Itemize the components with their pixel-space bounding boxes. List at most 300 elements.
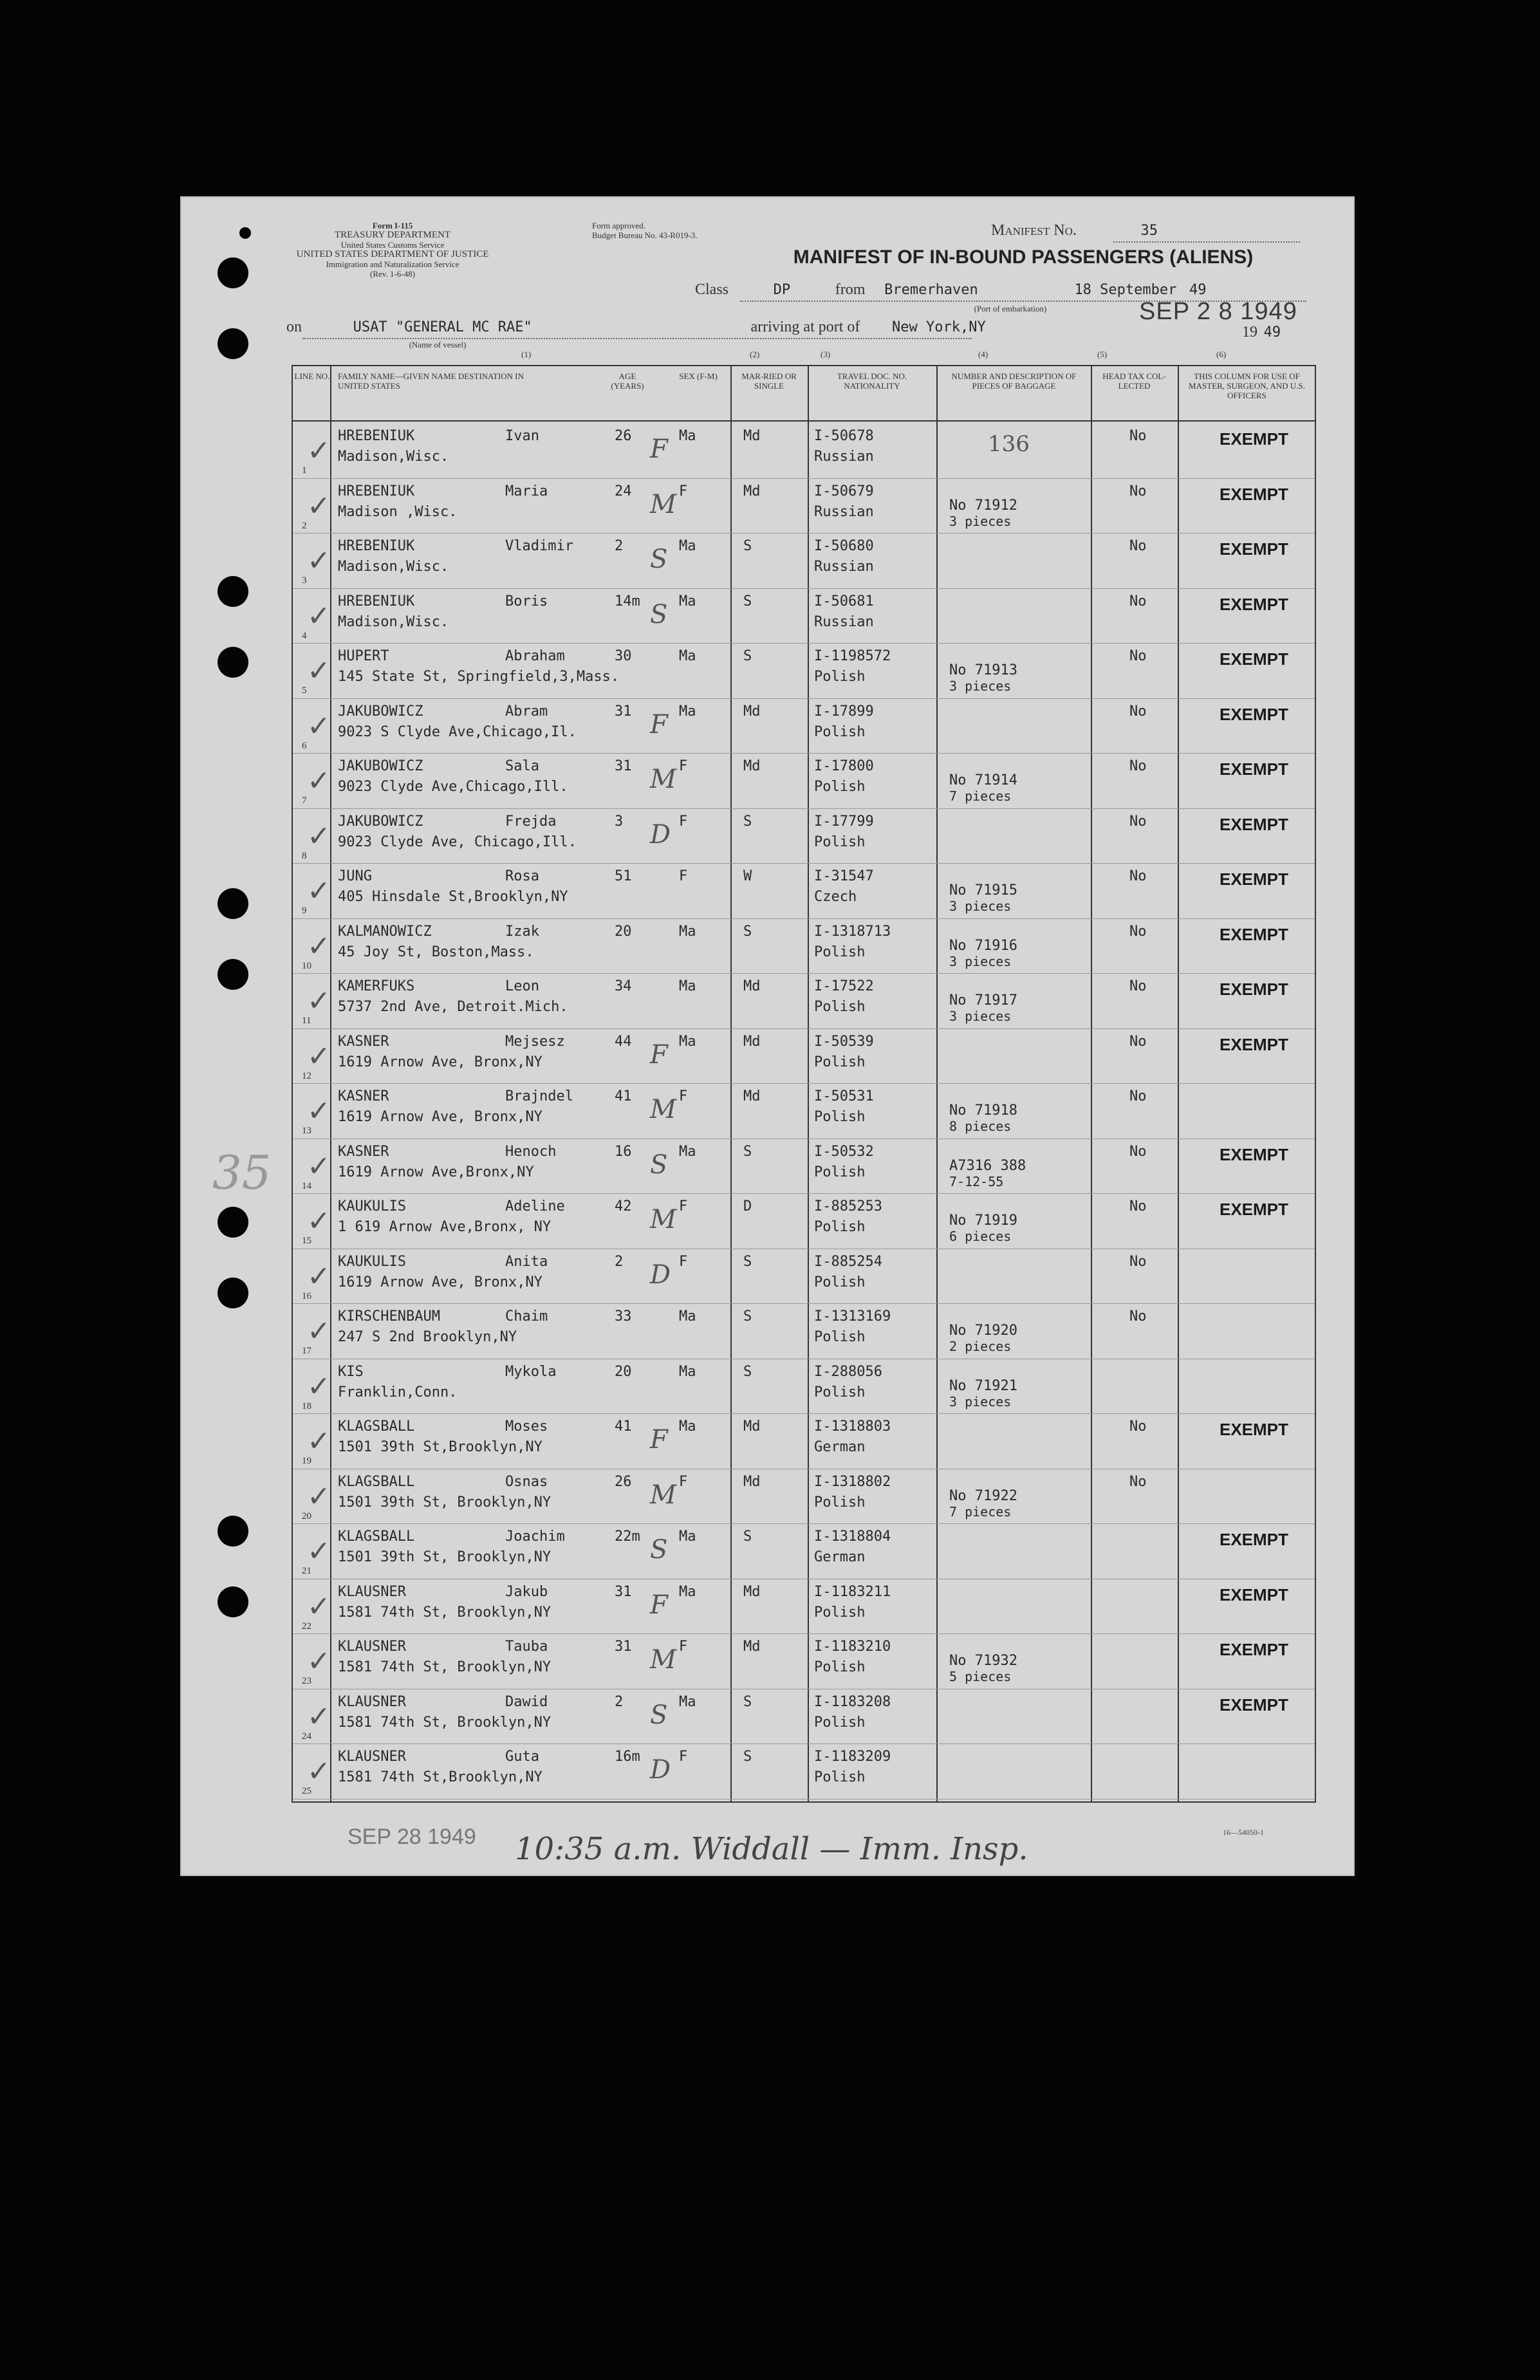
table-row xyxy=(293,588,1315,644)
sex: Ma xyxy=(679,648,696,664)
destination: 1581 74th St, Brooklyn,NY xyxy=(338,1604,552,1621)
marital-status: S xyxy=(743,1308,752,1325)
manifest-no-label: Manifest No. xyxy=(991,222,1077,239)
marital-status: Md xyxy=(743,1418,761,1435)
family-name: HREBENIUK xyxy=(338,593,415,609)
ins-service: Immigration and Naturalization Service xyxy=(326,259,459,269)
nationality: Polish xyxy=(814,1659,866,1675)
baggage-no: No 71932 xyxy=(949,1653,1017,1669)
baggage-no: No 71913 xyxy=(949,662,1017,678)
arriving-label: arriving at port of xyxy=(750,319,860,335)
given-name: Mejsesz xyxy=(505,1033,565,1050)
destination: 1581 74th St, Brooklyn,NY xyxy=(338,1714,552,1731)
sex: F xyxy=(679,868,688,884)
manifest-page xyxy=(180,196,1355,1876)
handwritten-mark: M xyxy=(650,1205,676,1234)
travel-doc-no: I-885254 xyxy=(814,1253,882,1270)
head-tax: No xyxy=(1129,538,1147,554)
handwritten-mark: S xyxy=(650,1149,668,1180)
marital-status: S xyxy=(743,1529,752,1545)
line-number: 25 xyxy=(302,1786,311,1796)
nationality: Polish xyxy=(814,1494,866,1511)
treasury-dept: TREASURY DEPARTMENT xyxy=(334,230,451,240)
handwritten-mark: F xyxy=(650,1590,668,1620)
form-approval xyxy=(592,221,772,240)
form-number: Form I-115 xyxy=(372,221,413,230)
head-tax: No xyxy=(1129,703,1147,720)
officer-note: EXEMPT xyxy=(1220,980,1288,999)
family-name: KASNER xyxy=(338,1143,389,1160)
head-tax: No xyxy=(1129,1253,1147,1270)
check-mark-icon: ✓ xyxy=(307,765,331,797)
handwritten-mark: S xyxy=(650,1700,668,1730)
nationality: Polish xyxy=(814,1384,866,1400)
check-mark-icon: ✓ xyxy=(307,1480,331,1513)
family-name: KLAGSBALL xyxy=(338,1529,415,1545)
nationality: Polish xyxy=(814,833,866,850)
line-number: 12 xyxy=(302,1070,311,1081)
sex: F xyxy=(679,1088,688,1104)
destination: 1581 74th St, Brooklyn,NY xyxy=(338,1659,552,1675)
punch-hole xyxy=(218,1278,248,1308)
check-mark-icon: ✓ xyxy=(307,489,331,523)
officer-note: EXEMPT xyxy=(1220,759,1288,779)
given-name: Dawid xyxy=(505,1693,548,1710)
age: 30 xyxy=(615,648,632,664)
check-mark-icon: ✓ xyxy=(307,1370,331,1403)
age: 16m xyxy=(615,1749,640,1765)
family-name: KAMERFUKS xyxy=(338,978,415,994)
marital-status: Md xyxy=(743,483,761,499)
line-number: 24 xyxy=(302,1731,311,1742)
given-name: Sala xyxy=(505,758,539,774)
check-mark-icon: ✓ xyxy=(307,1039,331,1073)
baggage-extra-number: 136 xyxy=(988,431,1030,457)
travel-doc-no: I-1198572 xyxy=(814,648,891,664)
given-name: Izak xyxy=(505,923,539,940)
age: 31 xyxy=(615,1639,632,1655)
check-mark-icon: ✓ xyxy=(307,875,331,907)
destination: Madison,Wisc. xyxy=(338,449,449,465)
baggage-pieces: 7-12-55 xyxy=(949,1173,1004,1189)
age: 16 xyxy=(615,1143,632,1160)
col-num-2: (2) xyxy=(750,349,760,359)
check-mark-icon: ✓ xyxy=(307,1535,331,1568)
nationality: German xyxy=(814,1549,866,1565)
handwritten-mark: D xyxy=(650,819,671,850)
head-tax: No xyxy=(1129,923,1147,940)
line-number: 23 xyxy=(302,1676,311,1686)
family-name: KASNER xyxy=(338,1088,389,1104)
line-number: 20 xyxy=(302,1511,311,1521)
family-name: KLAUSNER xyxy=(338,1693,406,1710)
form-approved: Form approved. xyxy=(592,221,646,230)
destination: 1 619 Arnow Ave,Bronx, NY xyxy=(338,1219,552,1235)
sex: Ma xyxy=(679,1529,696,1545)
family-name: KLAUSNER xyxy=(338,1583,406,1600)
table-row xyxy=(293,863,1315,919)
line-number: 16 xyxy=(302,1290,311,1301)
officer-note: EXEMPT xyxy=(1220,429,1288,449)
travel-doc-no: I-1313169 xyxy=(814,1308,891,1325)
family-name: KLAGSBALL xyxy=(338,1473,415,1490)
table-row xyxy=(293,478,1315,534)
nationality: German xyxy=(814,1439,866,1455)
officer-note: EXEMPT xyxy=(1220,1585,1288,1604)
table-row xyxy=(293,1193,1315,1249)
given-name: Adeline xyxy=(505,1198,565,1214)
sex: F xyxy=(679,1749,688,1765)
check-mark-icon: ✓ xyxy=(307,819,331,853)
nationality: Polish xyxy=(814,944,866,960)
destination: 247 S 2nd Brooklyn,NY xyxy=(338,1329,517,1345)
given-name: Abraham xyxy=(505,648,565,664)
given-name: Brajndel xyxy=(505,1088,573,1104)
given-name: Guta xyxy=(505,1749,539,1765)
sex: Ma xyxy=(679,1363,696,1380)
age: 31 xyxy=(615,1583,632,1600)
footer-date-stamp: SEP 28 1949 xyxy=(348,1825,476,1849)
marital-status: S xyxy=(743,813,752,830)
inspector-signature: 10:35 a.m. Widdall — Imm. Insp. xyxy=(515,1831,1028,1867)
sex: Ma xyxy=(679,1583,696,1600)
age: 31 xyxy=(615,703,632,720)
line-number: 1 xyxy=(302,465,307,476)
marital-status: W xyxy=(743,868,752,884)
baggage-pieces: 3 pieces xyxy=(949,898,1012,914)
col-num-3: (3) xyxy=(821,349,831,359)
punch-hole xyxy=(218,1516,248,1547)
handwritten-mark: M xyxy=(650,765,676,794)
handwritten-mark: F xyxy=(650,1425,668,1455)
destination: 9023 Clyde Ave, Chicago,Ill. xyxy=(338,833,577,850)
nationality: Polish xyxy=(814,779,866,795)
handwritten-mark: M xyxy=(650,1095,676,1124)
destination: 1619 Arnow Ave,Bronx,NY xyxy=(338,1164,534,1180)
age: 2 xyxy=(615,538,624,554)
nationality: Polish xyxy=(814,723,866,740)
arrival-date-stamp: SEP 2 8 1949 xyxy=(1139,298,1297,325)
handwritten-mark: M xyxy=(650,1645,676,1675)
head-tax: No xyxy=(1129,593,1147,609)
marital-status: Md xyxy=(743,1033,761,1050)
check-mark-icon: ✓ xyxy=(307,709,331,743)
port-caption: (Port of embarkation) xyxy=(974,304,1047,313)
given-name: Henoch xyxy=(505,1143,557,1160)
age: 2 xyxy=(615,1693,624,1710)
line-number: 4 xyxy=(302,630,307,641)
destination: 145 State St, Springfield,3,Mass. xyxy=(338,669,620,685)
destination: 1501 39th St,Brooklyn,NY xyxy=(338,1439,543,1455)
age: 33 xyxy=(615,1308,632,1325)
check-mark-icon: ✓ xyxy=(307,1425,331,1458)
col-header-tax: HEAD TAX COL-LECTED xyxy=(1102,371,1166,391)
sex: Ma xyxy=(679,1143,696,1160)
line-number: 8 xyxy=(302,850,307,861)
family-name: KIRSCHENBAUM xyxy=(338,1308,440,1325)
baggage-no: No 71916 xyxy=(949,937,1017,954)
sex: Ma xyxy=(679,978,696,994)
head-tax: No xyxy=(1129,978,1147,994)
age: 22m xyxy=(615,1529,640,1545)
nationality: Polish xyxy=(814,1714,866,1731)
marital-status: Md xyxy=(743,1583,761,1600)
line-number: 6 xyxy=(302,740,307,751)
punch-hole xyxy=(218,1207,248,1238)
age: 41 xyxy=(615,1088,632,1104)
destination: 1581 74th St,Brooklyn,NY xyxy=(338,1769,543,1785)
justice-dept: UNITED STATES DEPARTMENT OF JUSTICE xyxy=(296,249,489,259)
baggage-no: No 71922 xyxy=(949,1487,1017,1504)
check-mark-icon: ✓ xyxy=(307,544,331,577)
marital-status: S xyxy=(743,648,752,664)
nationality: Russian xyxy=(814,613,874,630)
travel-doc-no: I-50681 xyxy=(814,593,874,609)
table-row xyxy=(293,1083,1315,1139)
class-line xyxy=(695,281,1313,299)
check-mark-icon: ✓ xyxy=(307,1095,331,1128)
family-name: KLAUSNER xyxy=(338,1749,406,1765)
check-mark-icon: ✓ xyxy=(307,1149,331,1183)
baggage-no: A7316 388 xyxy=(949,1157,1026,1174)
family-name: HUPERT xyxy=(338,648,389,664)
baggage-no: No 71918 xyxy=(949,1102,1017,1119)
col-header-travel: TRAVEL DOC. NO. NATIONALITY xyxy=(837,371,907,391)
head-tax: No xyxy=(1129,1418,1147,1435)
budget-bureau: Budget Bureau No. 43-R019-3. xyxy=(592,230,698,240)
nationality: Polish xyxy=(814,669,866,685)
head-tax: No xyxy=(1129,813,1147,830)
family-name: KASNER xyxy=(338,1033,389,1050)
officer-note: EXEMPT xyxy=(1220,1200,1288,1219)
passenger-table xyxy=(292,365,1316,1803)
sex: Ma xyxy=(679,593,696,609)
on-label: on xyxy=(286,319,302,335)
officer-note: EXEMPT xyxy=(1220,869,1288,889)
head-tax: No xyxy=(1129,1088,1147,1104)
handwritten-mark: D xyxy=(650,1260,671,1290)
age: 3 xyxy=(615,813,624,830)
marital-status: D xyxy=(743,1198,752,1214)
handwritten-mark: S xyxy=(650,1535,668,1565)
age: 34 xyxy=(615,978,632,994)
departure-date: 18 September xyxy=(1074,282,1177,298)
class-label: Class xyxy=(695,281,729,298)
sex: F xyxy=(679,1253,688,1270)
line-number: 14 xyxy=(302,1180,311,1191)
check-mark-icon: ✓ xyxy=(307,1755,331,1788)
nationality: Czech xyxy=(814,889,857,905)
travel-doc-no: I-1318803 xyxy=(814,1418,891,1435)
line-number: 9 xyxy=(302,906,307,916)
officer-note: EXEMPT xyxy=(1220,1530,1288,1549)
marital-status: Md xyxy=(743,1088,761,1104)
head-tax: No xyxy=(1129,1308,1147,1325)
age: 31 xyxy=(615,758,632,774)
line-number: 2 xyxy=(302,520,307,531)
col-header-married: MAR-RIED OR SINGLE xyxy=(741,371,797,391)
nationality: Polish xyxy=(814,1054,866,1070)
sex: Ma xyxy=(679,1033,696,1050)
family-name: KAUKULIS xyxy=(338,1253,406,1270)
nationality: Polish xyxy=(814,1769,866,1785)
destination: 9023 S Clyde Ave,Chicago,Il. xyxy=(338,723,577,740)
given-name: Tauba xyxy=(505,1639,548,1655)
baggage-pieces: 2 pieces xyxy=(949,1339,1012,1354)
destination: 5737 2nd Ave, Detroit.Mich. xyxy=(338,999,568,1015)
family-name: KIS xyxy=(338,1363,364,1380)
marital-status: S xyxy=(743,923,752,940)
marital-status: Md xyxy=(743,1473,761,1490)
col-header-name: FAMILY NAME—GIVEN NAME DESTINATION IN UNITED STATES xyxy=(338,371,524,391)
travel-doc-no: I-288056 xyxy=(814,1363,882,1380)
check-mark-icon: ✓ xyxy=(307,1205,331,1238)
destination: Franklin,Conn. xyxy=(338,1384,458,1400)
line-number: 22 xyxy=(302,1621,311,1632)
nationality: Polish xyxy=(814,1274,866,1290)
check-mark-icon: ✓ xyxy=(307,1645,331,1678)
head-tax: No xyxy=(1129,483,1147,499)
handwritten-mark: F xyxy=(650,434,668,464)
travel-doc-no: I-17799 xyxy=(814,813,874,830)
destination: Madison ,Wisc. xyxy=(338,503,458,520)
given-name: Joachim xyxy=(505,1529,565,1545)
table-row xyxy=(293,533,1315,589)
table-row xyxy=(293,1249,1315,1305)
baggage-pieces: 6 pieces xyxy=(949,1229,1012,1244)
line-number: 17 xyxy=(302,1346,311,1356)
col-num-4: (4) xyxy=(978,349,988,359)
head-tax: No xyxy=(1129,758,1147,774)
sex: Ma xyxy=(679,923,696,940)
destination: 1501 39th St, Brooklyn,NY xyxy=(338,1494,552,1511)
officer-note: EXEMPT xyxy=(1220,649,1288,669)
family-name: HREBENIUK xyxy=(338,428,415,444)
table-row xyxy=(293,643,1315,699)
travel-doc-no: I-1318804 xyxy=(814,1529,891,1545)
destination: 1619 Arnow Ave, Bronx,NY xyxy=(338,1109,543,1125)
family-name: JUNG xyxy=(338,868,372,884)
sex: F xyxy=(679,483,688,499)
marital-status: Md xyxy=(743,1639,761,1655)
officer-note: EXEMPT xyxy=(1220,1144,1288,1164)
sex: Ma xyxy=(679,1693,696,1710)
check-mark-icon: ✓ xyxy=(307,929,331,963)
table-row xyxy=(293,1028,1315,1084)
given-name: Leon xyxy=(505,978,539,994)
line-number: 3 xyxy=(302,575,307,586)
family-name: JAKUBOWICZ xyxy=(338,758,423,774)
manifest-no-underline xyxy=(1113,241,1300,243)
destination: 45 Joy St, Boston,Mass. xyxy=(338,944,534,960)
punch-hole xyxy=(218,257,248,288)
marital-status: S xyxy=(743,1253,752,1270)
table-row xyxy=(293,808,1315,864)
customs-service: United States Customs Service xyxy=(340,240,445,250)
age: 20 xyxy=(615,923,632,940)
marital-status: Md xyxy=(743,428,761,444)
line-number: 5 xyxy=(302,685,307,696)
punch-hole xyxy=(239,227,251,239)
punch-hole xyxy=(218,888,248,919)
col-header-age: AGE (YEARS) xyxy=(611,371,644,391)
table-row xyxy=(293,1633,1315,1689)
family-name: KLAUSNER xyxy=(338,1639,406,1655)
destination: 9023 Clyde Ave,Chicago,Ill. xyxy=(338,779,568,795)
year-prefix: 19 xyxy=(1242,324,1257,340)
travel-doc-no: I-50539 xyxy=(814,1033,874,1050)
family-name: HREBENIUK xyxy=(338,483,415,499)
manifest-no-value: 35 xyxy=(1140,223,1158,239)
nationality: Polish xyxy=(814,1164,866,1180)
baggage-no: No 71920 xyxy=(949,1323,1017,1339)
travel-doc-no: I-1183210 xyxy=(814,1639,891,1655)
given-name: Vladimir xyxy=(505,538,573,554)
departure-year: 49 xyxy=(1189,282,1207,298)
officer-note: EXEMPT xyxy=(1220,814,1288,834)
destination: 1619 Arnow Ave, Bronx,NY xyxy=(338,1274,543,1290)
sex: F xyxy=(679,813,688,830)
baggage-pieces: 7 pieces xyxy=(949,788,1012,804)
handwritten-mark: D xyxy=(650,1755,671,1785)
travel-doc-no: I-50532 xyxy=(814,1143,874,1160)
sex: Ma xyxy=(679,1308,696,1325)
family-name: HREBENIUK xyxy=(338,538,415,554)
check-mark-icon: ✓ xyxy=(307,1315,331,1348)
vessel-caption: (Name of vessel) xyxy=(409,340,467,349)
travel-doc-no: I-17899 xyxy=(814,703,874,720)
family-name: KAUKULIS xyxy=(338,1198,406,1214)
baggage-pieces: 3 pieces xyxy=(949,1009,1012,1024)
baggage-pieces: 3 pieces xyxy=(949,513,1012,529)
baggage-no: No 71917 xyxy=(949,992,1017,1009)
age: 41 xyxy=(615,1418,632,1435)
table-row xyxy=(293,1303,1315,1359)
baggage-pieces: 5 pieces xyxy=(949,1669,1012,1684)
travel-doc-no: I-50678 xyxy=(814,428,874,444)
marital-status: S xyxy=(743,1363,752,1380)
form-header-left xyxy=(283,221,502,279)
line-number: 15 xyxy=(302,1236,311,1246)
nationality: Polish xyxy=(814,1329,866,1345)
col-header-officers: THIS COLUMN FOR USE OF MASTER, SURGEON, AND U.S. OFFICERS xyxy=(1189,371,1305,400)
nationality: Polish xyxy=(814,1604,866,1621)
travel-doc-no: I-50531 xyxy=(814,1088,874,1104)
travel-doc-no: I-50679 xyxy=(814,483,874,499)
nationality: Russian xyxy=(814,449,874,465)
age: 42 xyxy=(615,1198,632,1214)
officer-note: EXEMPT xyxy=(1220,539,1288,559)
travel-doc-no: I-885253 xyxy=(814,1198,882,1214)
col-header-baggage: NUMBER AND DESCRIPTION OF PIECES OF BAGGAGE xyxy=(951,371,1077,391)
from-label: from xyxy=(835,281,866,298)
destination: 1619 Arnow Ave, Bronx,NY xyxy=(338,1054,543,1070)
table-row xyxy=(293,1139,1315,1195)
handwritten-mark: M xyxy=(650,1480,676,1510)
travel-doc-no: I-17522 xyxy=(814,978,874,994)
travel-doc-no: I-1318713 xyxy=(814,923,891,940)
table-row xyxy=(293,753,1315,809)
travel-doc-no: I-17800 xyxy=(814,758,874,774)
age: 20 xyxy=(615,1363,632,1380)
punch-hole xyxy=(218,576,248,607)
sex: F xyxy=(679,1639,688,1655)
age: 24 xyxy=(615,483,632,499)
manifest-no-field xyxy=(991,222,1158,239)
sex: F xyxy=(679,1473,688,1490)
check-mark-icon: ✓ xyxy=(307,434,331,467)
baggage-pieces: 3 pieces xyxy=(949,678,1012,694)
